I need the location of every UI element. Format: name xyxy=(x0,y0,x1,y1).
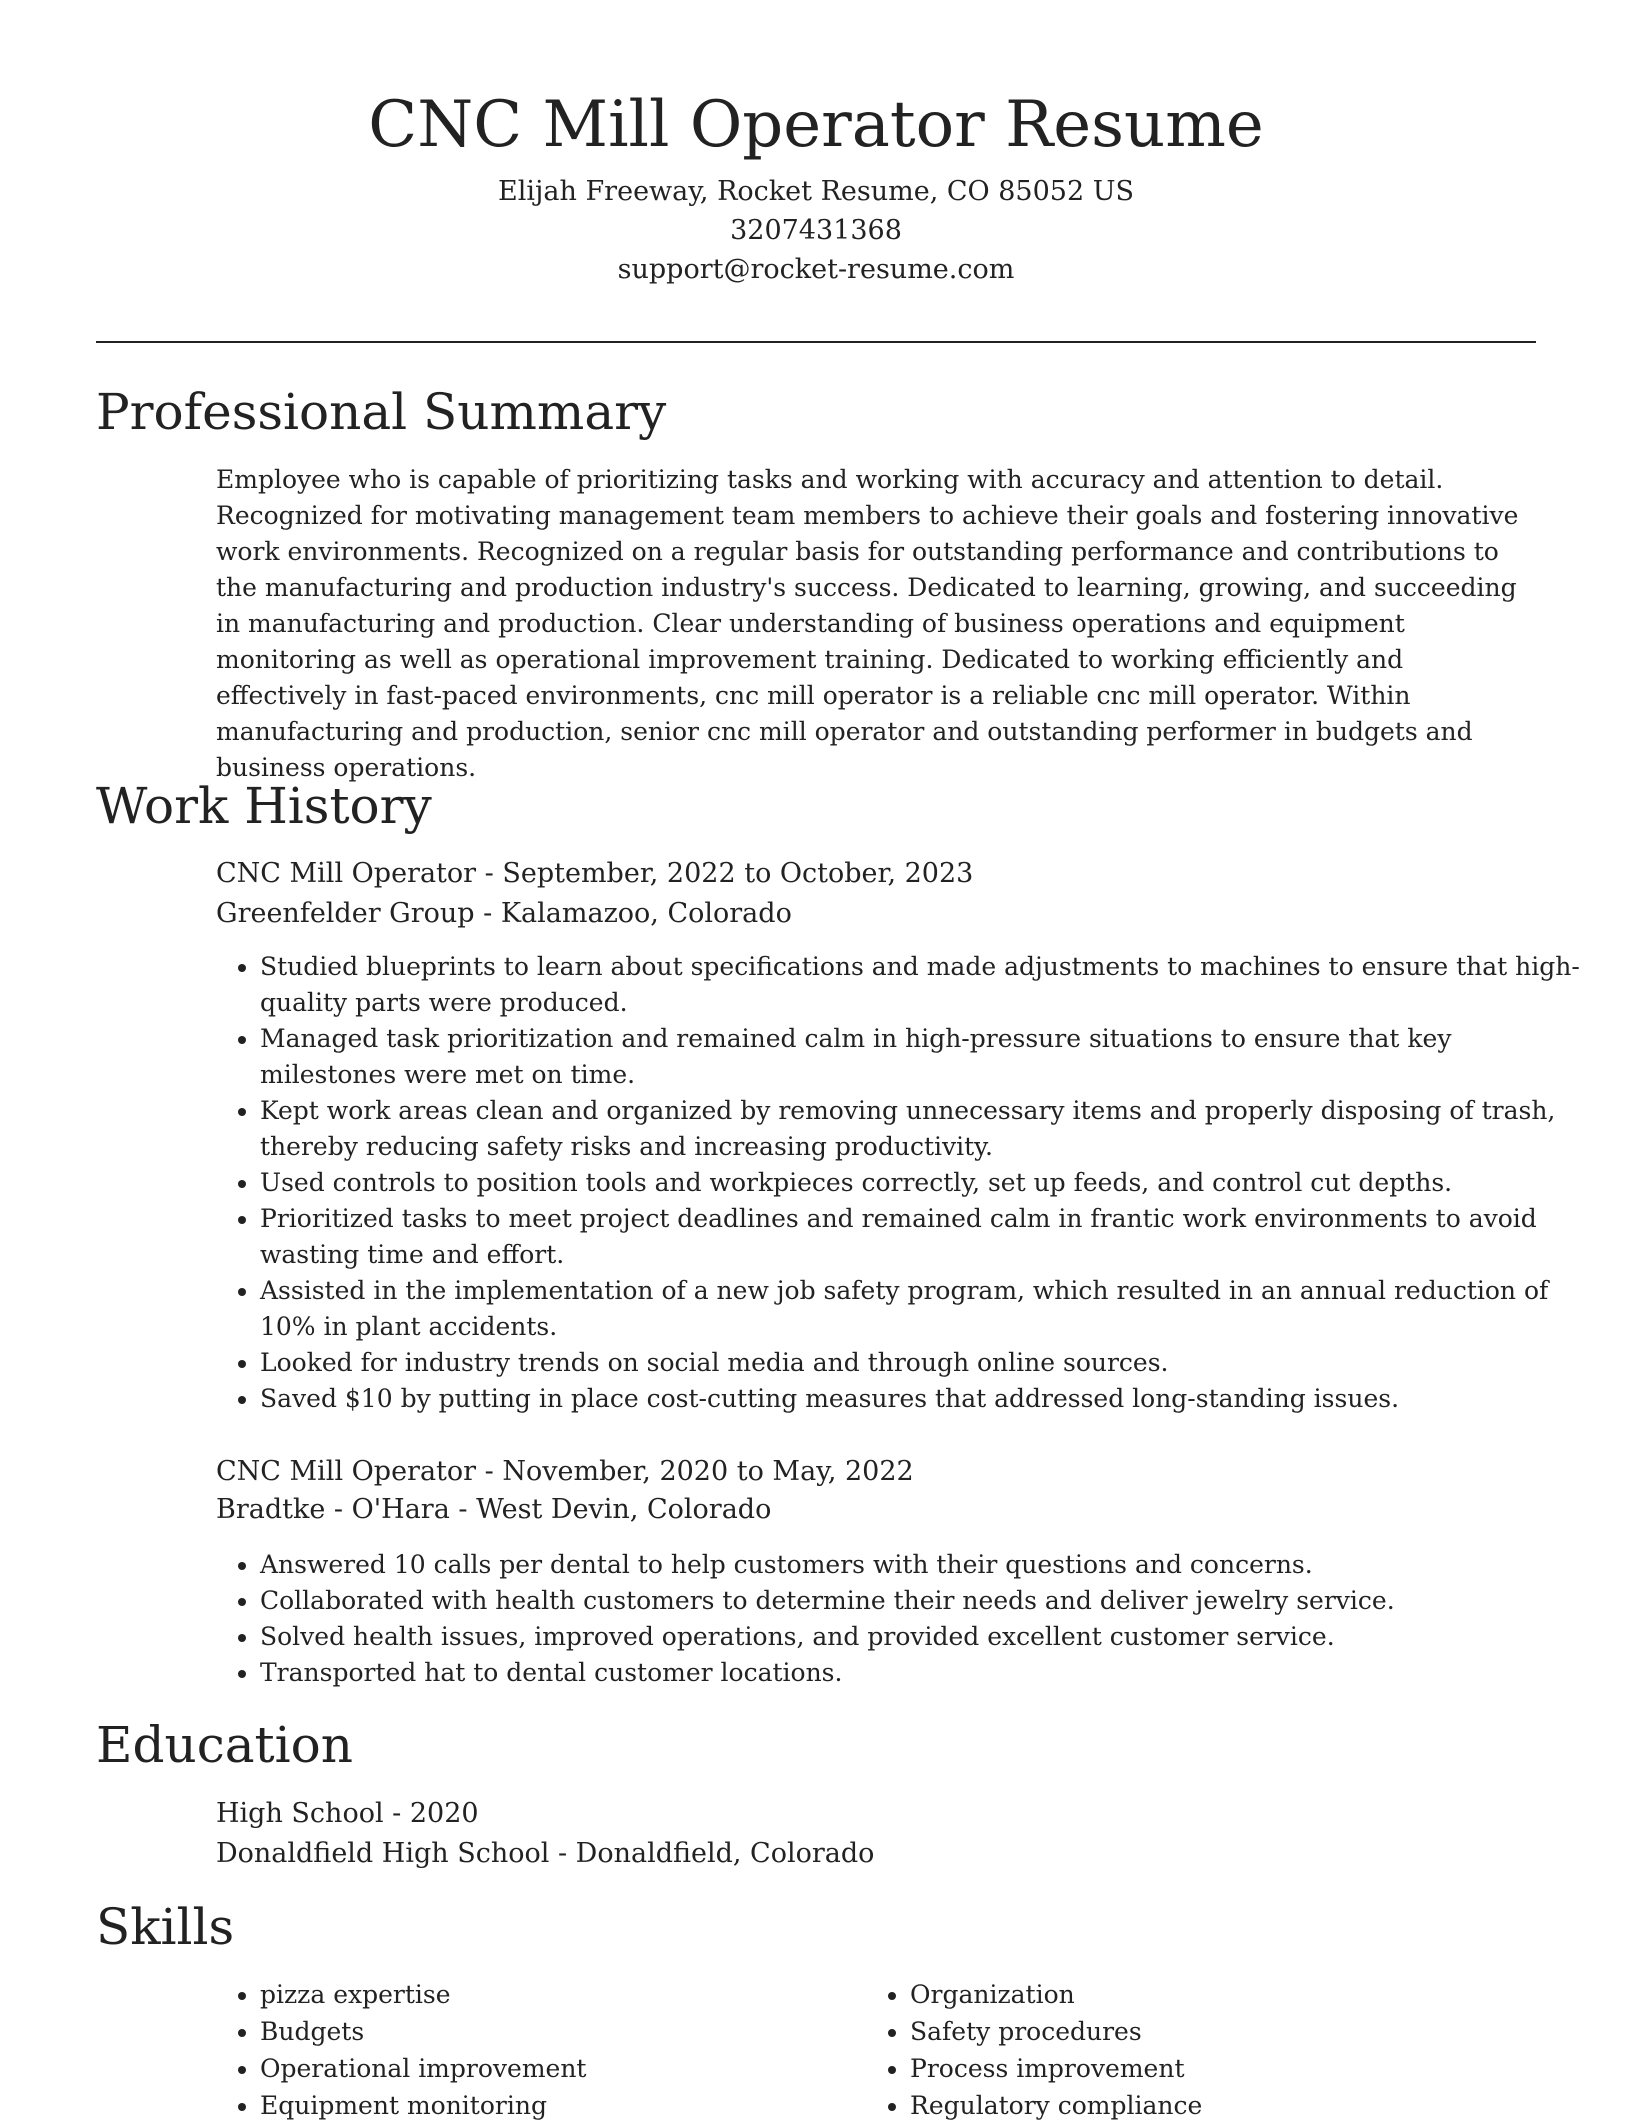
education-heading: Education xyxy=(96,1716,353,1774)
education-school: Donaldfield High School - Donaldfield, Colorado xyxy=(216,1838,875,1869)
list-item: • Answered 10 calls per dental to help customers with their questions and concerns. xyxy=(260,1547,1580,1583)
list-item: • Saved $10 by putting in place cost-cutting measures that addressed long-standing issues. xyxy=(260,1381,1580,1417)
skill-item: • Budgets xyxy=(260,2013,880,2050)
job-2-company: Bradtke - O'Hara - West Devin, Colorado xyxy=(216,1494,772,1525)
resume-title: CNC Mill Operator Resume xyxy=(368,88,1264,162)
list-item: • Looked for industry trends on social media and through online sources. xyxy=(260,1345,1580,1381)
job-2-bullets xyxy=(216,1547,1580,1691)
skill-item: • Safety procedures xyxy=(910,2013,1530,2050)
education-degree: High School - 2020 xyxy=(216,1798,479,1829)
contact-address: Elijah Freeway, Rocket Resume, CO 85052 US xyxy=(498,176,1134,207)
skills-list-right xyxy=(866,1976,1530,2124)
list-item: • Solved health issues, improved operations, and provided excellent customer service. xyxy=(260,1619,1580,1655)
list-item: • Managed task prioritization and remained calm in high-pressure situations to ensure that key milestones were met on time. xyxy=(260,1021,1580,1093)
contact-block xyxy=(96,172,1536,289)
skill-item: • Process improvement xyxy=(910,2050,1530,2087)
contact-email: support@rocket-resume.com xyxy=(617,254,1015,285)
skill-item: • Organization xyxy=(910,1976,1530,2013)
resume-header xyxy=(96,82,1536,289)
skill-item: • Operational improvement xyxy=(260,2050,880,2087)
list-item: • Collaborated with health customers to determine their needs and deliver jewelry service. xyxy=(260,1583,1580,1619)
skill-item: • Equipment monitoring xyxy=(260,2087,880,2124)
job-1-company: Greenfelder Group - Kalamazoo, Colorado xyxy=(216,898,792,929)
job-2-title: CNC Mill Operator - November, 2020 to May, 2022 xyxy=(216,1456,914,1487)
work-history-heading: Work History xyxy=(96,777,432,835)
list-item: • Studied blueprints to learn about specifications and made adjustments to machines to ensure that high-quality parts were produced. xyxy=(260,949,1580,1021)
contact-phone: 3207431368 xyxy=(730,215,902,246)
skills-heading: Skills xyxy=(96,1898,235,1956)
summary-text: Employee who is capable of prioritizing tasks and working with accuracy and attention to detail. Recognized for motivating management team members to achieve their goals and fostering innovative work environments. Recognized on a regular basis for outstanding performance and contributions to the manufacturing and production industry's success. Dedicated to learning, growing, and succeeding in manufacturing and production. Clear understanding of business operations and equipment monitoring as well as operational improvement training. Dedicated to working efficiently and effectively in fast-paced environments, cnc mill operator is a reliable cnc mill operator. Within manufacturing and production, senior cnc mill operator and outstanding performer in budgets and business operations. xyxy=(216,465,1519,782)
list-item: • Transported hat to dental customer locations. xyxy=(260,1655,1580,1691)
header-divider xyxy=(96,341,1536,343)
skills-list-left xyxy=(216,1976,880,2124)
skill-item: • pizza expertise xyxy=(260,1976,880,2013)
summary-heading: Professional Summary xyxy=(96,383,667,441)
job-1-title: CNC Mill Operator - September, 2022 to October, 2023 xyxy=(216,858,974,889)
list-item: • Kept work areas clean and organized by removing unnecessary items and properly disposing of trash, thereby reducing safety risks and increasing productivity. xyxy=(260,1093,1580,1165)
skill-item: • Regulatory compliance xyxy=(910,2087,1530,2124)
list-item: • Assisted in the implementation of a new job safety program, which resulted in an annual reduction of 10% in plant accidents. xyxy=(260,1273,1580,1345)
list-item: • Used controls to position tools and workpieces correctly, set up feeds, and control cut depths. xyxy=(260,1165,1580,1201)
job-1-bullets xyxy=(216,949,1580,1417)
list-item: • Prioritized tasks to meet project deadlines and remained calm in frantic work environments to avoid wasting time and effort. xyxy=(260,1201,1580,1273)
